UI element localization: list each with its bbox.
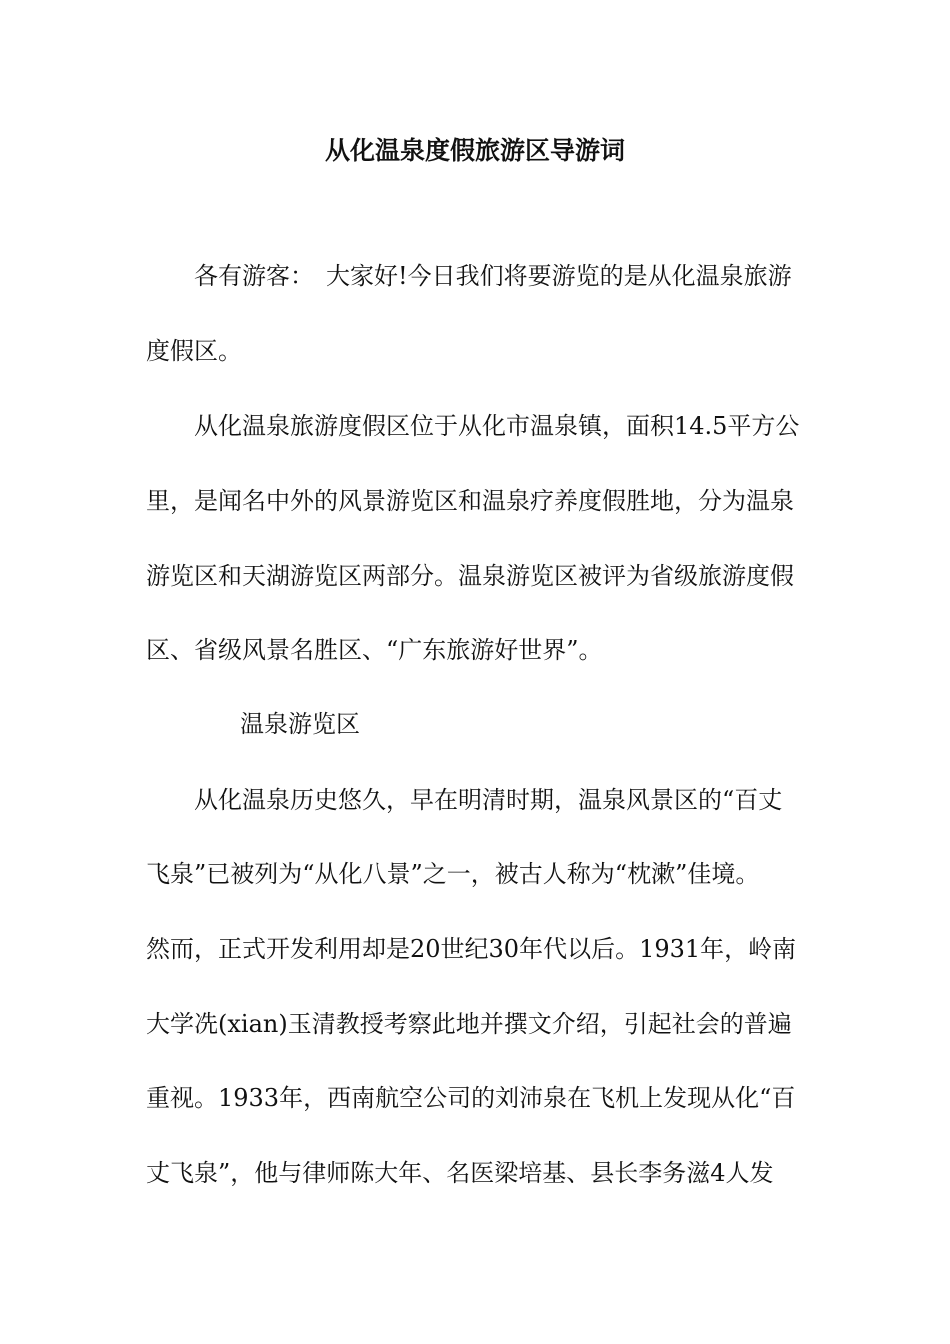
paragraph-line: 重视。1933年，西南航空公司的刘沛泉在飞机上发现从化“百: [146, 1084, 796, 1112]
section-heading: 温泉游览区: [240, 710, 360, 738]
paragraph-line: 度假区。: [146, 337, 242, 365]
paragraph-line: 区、省级风景名胜区、“广东旅游好世界”。: [146, 636, 603, 664]
document-title: 从化温泉度假旅游区导游词: [324, 136, 625, 165]
paragraph-line: 里，是闻名中外的风景游览区和温泉疗养度假胜地，分为温泉: [146, 487, 794, 515]
paragraph-line: 从化温泉历史悠久，早在明清时期，温泉风景区的“百丈: [194, 786, 783, 814]
paragraph-line: 飞泉”已被列为“从化八景”之一，被古人称为“枕漱”佳境。: [146, 860, 760, 888]
paragraph-line: 丈飞泉”，他与律师陈大年、名医梁培基、县长李务滋4人发: [146, 1159, 774, 1187]
paragraph-line: 然而，正式开发利用却是20世纪30年代以后。1931年，岭南: [146, 935, 797, 963]
paragraph-line: 游览区和天湖游览区两部分。温泉游览区被评为省级旅游度假: [146, 562, 794, 590]
paragraph-line: 从化温泉旅游度假区位于从化市温泉镇，面积14.5平方公: [194, 412, 800, 440]
paragraph-line: 大学冼(xian)玉清教授考察此地并撰文介绍，引起社会的普遍: [146, 1010, 792, 1038]
paragraph-line: 各有游客： 大家好!今日我们将要游览的是从化温泉旅游: [194, 262, 792, 290]
